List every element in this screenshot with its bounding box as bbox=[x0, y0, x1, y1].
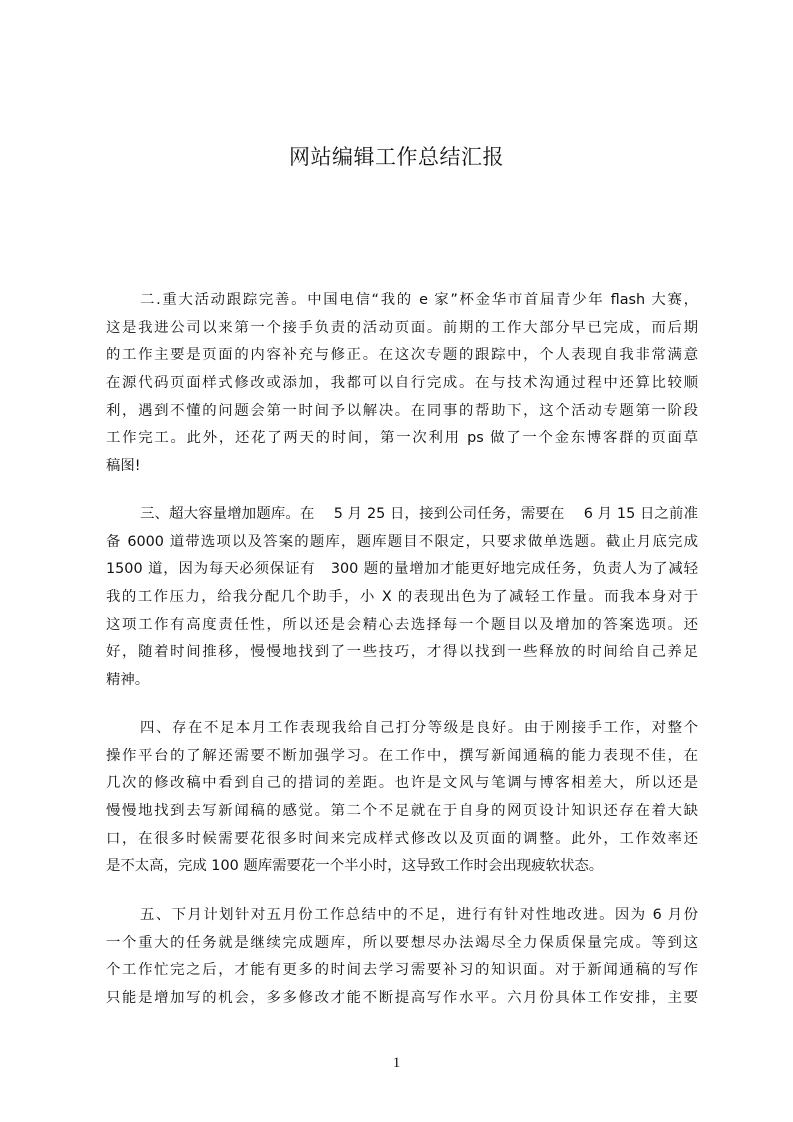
text-line: 的工作主要是页面的内容补充与修正。在这次专题的跟踪中，个人表现自我非常满意 bbox=[106, 347, 698, 364]
text-line: 好，随着时间推移，慢慢地找到了一些技巧，才得以找到一些释放的时间给自己养足 bbox=[106, 644, 698, 661]
text-line: 稿图! bbox=[106, 458, 141, 475]
text-line: 三、超大容量增加题库。在 5 月 25 日，接到公司任务，需要在 6 月 15 日之前准 bbox=[140, 506, 698, 522]
text-line: 五、下月计划针对五月份工作总结中的不足，进行有针对性地改进。因为 6 月份 bbox=[140, 907, 698, 923]
text-line: 这是我进公司以来第一个接手负责的活动页面。前期的工作大部分早已完成，而后期 bbox=[106, 319, 698, 336]
text-line: 慢慢地找到去写新闻稿的感觉。第二个不足就在于自身的网页设计知识还存在着大缺 bbox=[106, 803, 698, 820]
document-title: 网站编辑工作总结汇报 bbox=[289, 145, 504, 169]
text-line: 只能是增加写的机会，多多修改才能不断提高写作水平。六月份具体工作安排，主要 bbox=[106, 990, 698, 1007]
text-line: 个工作忙完之后，才能有更多的时间去学习需要补习的知识面。对于新闻通稿的写作 bbox=[106, 962, 698, 979]
text-line: 口，在很多时候需要花很多时间来完成样式修改以及页面的调整。此外，工作效率还 bbox=[106, 830, 698, 847]
paragraph-4-shortcomings bbox=[106, 715, 698, 881]
text-line: 利，遇到不懂的问题会第一时间予以解决。在同事的帮助下，这个活动专题第一阶段 bbox=[106, 402, 698, 419]
text-line: 是不太高，完成 100 题库需要花一个半小时，这导致工作时会出现疲软状态。 bbox=[106, 858, 604, 875]
paragraph-5-next-month-plan bbox=[106, 902, 698, 1013]
text-line: 工作完工。此外，还花了两天的时间，第一次利用 ps 做了一个金东博客群的页面草 bbox=[106, 430, 698, 447]
paragraph-3-question-bank bbox=[106, 501, 698, 695]
text-line: 备 6000 道带选项以及答案的题库，题库题目不限定，只要求做单选题。截止月底完成 bbox=[106, 533, 698, 550]
page-number: 1 bbox=[392, 1055, 401, 1071]
text-line: 1500 道，因为每天必须保证有 300 题的量增加才能更好地完成任务，负责人为了减轻 bbox=[106, 561, 698, 578]
text-line: 四、存在不足本月工作表现我给自己打分等级是良好。由于刚接手工作，对整个 bbox=[140, 720, 698, 736]
text-line: 几次的修改稿中看到自己的措词的差距。也许是文风与笔调与博客相差大，所以还是 bbox=[106, 775, 698, 792]
text-line: 在源代码页面样式修改或添加，我都可以自行完成。在与技术沟通过程中还算比较顺 bbox=[106, 375, 698, 392]
paragraph-2-major-event bbox=[106, 287, 698, 481]
text-line: 二.重大活动跟踪完善。中国电信“我的 e 家”杯金华市首届青少年 flash 大赛， bbox=[140, 292, 698, 308]
text-line: 这项工作有高度责任性，所以还是会精心去选择每一个题目以及增加的答案选项。还 bbox=[106, 616, 698, 633]
text-line: 操作平台的了解还需要不断加强学习。在工作中，撰写新闻通稿的能力表现不佳，在 bbox=[106, 747, 698, 764]
text-line: 精神。 bbox=[106, 672, 150, 689]
text-line: 一个重大的任务就是继续完成题库，所以要想尽办法竭尽全力保质保量完成。等到这 bbox=[106, 934, 698, 951]
text-line: 我的工作压力，给我分配几个助手，小 X 的表现出色为了减轻工作量。而我本身对于 bbox=[106, 589, 698, 606]
